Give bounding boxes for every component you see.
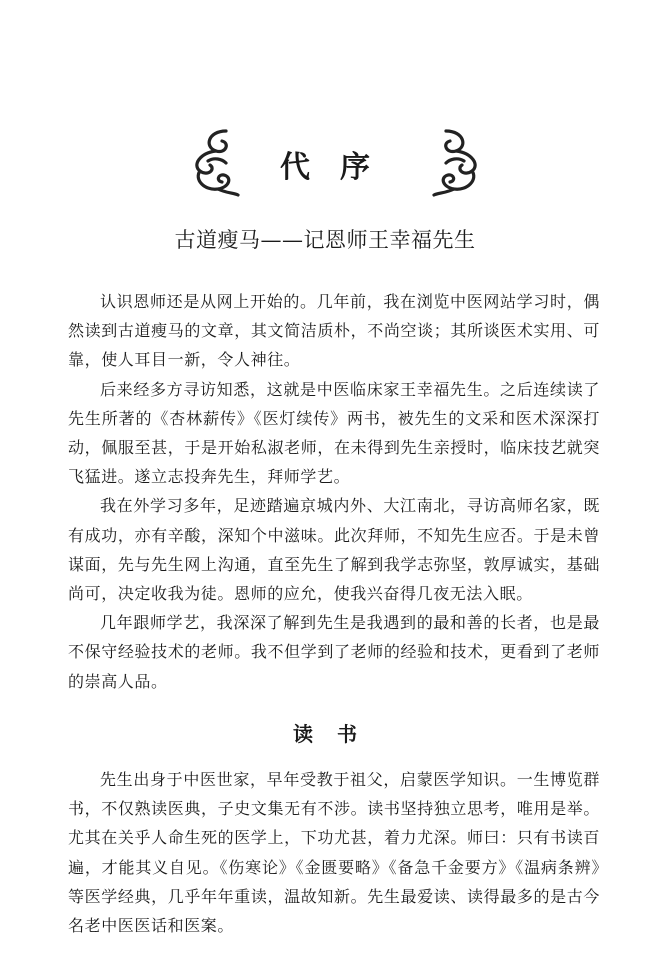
section-body bbox=[68, 765, 600, 940]
paragraph: 认识恩师还是从网上开始的。几年前，我在浏览中医网站学习时，偶然读到古道瘦马的文章，其文简洁质朴，不尚空谈；其所谈医术实用、可靠，使人耳目一新，令人神往。 bbox=[68, 292, 600, 370]
paragraph: 后来经多方寻访知悉，这就是中医临床家王幸福先生。之后连续读了先生所著的《杏林薪传》《医灯续传》两书，被先生的文采和医术深深打动，佩服至甚，于是开始私淑老师，在未得到先生亲授时，临床技艺就突飞猛进。遂立志投奔先生，拜师学艺。 bbox=[68, 379, 600, 487]
page-title: 代序 bbox=[280, 150, 400, 185]
section-heading: 读书 bbox=[293, 722, 381, 746]
intro-body bbox=[68, 287, 600, 696]
paragraph: 先生出身于中医世家，早年受教于祖父，启蒙医学知识。一生博览群书，不仅熟读医典，子史文集无有不涉。读书坚持独立思考，唯用是举。尤其在关乎人命生死的医学上，下功尤甚，着力尤深。师曰：只有书读百遍，才能其义自见。《伤寒论》《金匮要略》《备急千金要方》《温病条辨》等医学经典，几乎年年重读，温故知新。先生最爱读、读得最多的是古今名老中医医话和医案。 bbox=[68, 770, 600, 936]
paragraph: 我在外学习多年，足迹踏遍京城内外、大江南北，寻访高师名家，既有成功，亦有辛酸，深知个中滋味。此次拜师，不知先生应否。于是未曾谋面，先与先生网上沟通，直至先生了解到我学志弥坚，敦厚诚实，基础尚可，决定收我为徒。恩师的应允，使我兴奋得几夜无法入眠。 bbox=[68, 496, 600, 604]
paragraph: 几年跟师学艺，我深深了解到先生是我遇到的最和善的长者，也是最不保守经验技术的老师。我不但学到了老师的经验和技术，更看到了老师的崇高人品。 bbox=[68, 613, 600, 691]
page-subtitle: 古道瘦马——记恩师王幸福先生 bbox=[174, 228, 476, 252]
